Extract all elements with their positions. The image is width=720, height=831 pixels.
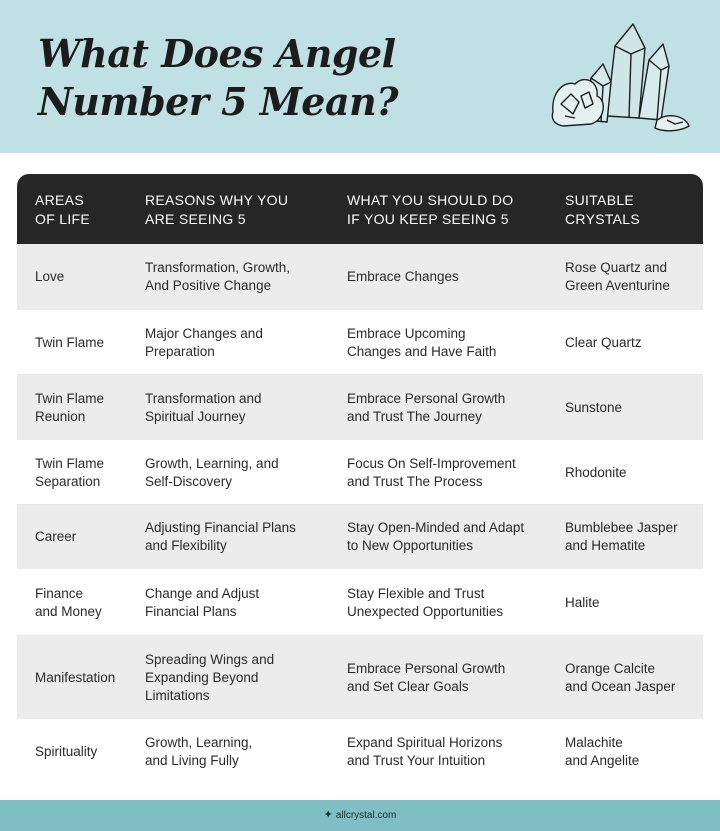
table-row bbox=[17, 441, 703, 505]
header-what-to-do: WHAT YOU SHOULD DO IF YOU KEEP SEEING 5 bbox=[347, 192, 514, 227]
cell-action: Embrace Personal Growth and Set Clear Goals bbox=[347, 660, 506, 694]
cell-area: Spirituality bbox=[35, 744, 98, 759]
cell-action: Embrace Changes bbox=[347, 269, 459, 284]
table-row bbox=[17, 720, 703, 784]
cell-crystal: Halite bbox=[565, 594, 600, 610]
cell-reason: Change and Adjust Financial Plans bbox=[145, 585, 260, 619]
footer-brand bbox=[0, 808, 720, 821]
cell-crystal: Bumblebee Jasper and Hematite bbox=[565, 520, 678, 553]
cell-area: Twin Flame Separation bbox=[35, 455, 105, 489]
table-header bbox=[17, 174, 703, 244]
cell-area: Manifestation bbox=[35, 669, 116, 685]
cell-reason: Spreading Wings and Expanding Beyond Limitations bbox=[145, 651, 275, 703]
cell-action: Embrace Personal Growth and Trust The Journey bbox=[347, 390, 506, 424]
cell-crystal: Malachite and Angelite bbox=[565, 735, 640, 768]
cell-reason: Growth, Learning, and Self-Discovery bbox=[145, 455, 279, 489]
cell-reason: Growth, Learning, and Living Fully bbox=[145, 735, 253, 768]
page-title: What Does Angel Number 5 Mean? bbox=[38, 31, 398, 124]
cell-area: Love bbox=[35, 269, 65, 284]
cell-action: Embrace Upcoming Changes and Have Faith bbox=[347, 325, 497, 359]
cell-reason: Transformation, Growth, And Positive Change bbox=[145, 260, 291, 293]
angel-number-table bbox=[17, 174, 703, 784]
cell-crystal: Sunstone bbox=[565, 399, 623, 415]
table-row bbox=[17, 244, 703, 311]
cell-reason: Major Changes and Preparation bbox=[145, 325, 263, 359]
sparkle-icon: ✦ bbox=[323, 809, 333, 821]
cell-crystal: Rhodonite bbox=[565, 464, 627, 480]
header-banner bbox=[0, 0, 720, 153]
crystal-cluster-icon bbox=[545, 16, 695, 134]
table-row bbox=[17, 570, 703, 636]
cell-area: Twin Flame Reunion bbox=[35, 390, 105, 424]
table-row bbox=[17, 375, 703, 441]
cell-crystal: Clear Quartz bbox=[565, 334, 642, 350]
cell-crystal: Orange Calcite and Ocean Jasper bbox=[565, 660, 676, 694]
header-crystals: SUITABLE CRYSTALS bbox=[565, 192, 641, 227]
cell-action: Stay Flexible and Trust Unexpected Opportunities bbox=[347, 585, 504, 619]
cell-action: Expand Spiritual Horizons and Trust Your Intuition bbox=[347, 735, 503, 768]
cell-action: Focus On Self-Improvement and Trust The Process bbox=[347, 455, 516, 489]
cell-area: Finance and Money bbox=[35, 585, 102, 619]
footer-bar bbox=[0, 800, 720, 831]
table-row bbox=[17, 505, 703, 570]
cell-area: Twin Flame bbox=[35, 334, 105, 350]
cell-action: Stay Open-Minded and Adapt to New Opportunities bbox=[347, 520, 525, 553]
cell-crystal: Rose Quartz and Green Aventurine bbox=[565, 260, 670, 293]
footer-brand-text: allcrystal.com bbox=[335, 810, 397, 821]
cell-area: Career bbox=[35, 529, 77, 544]
cell-reason: Adjusting Financial Plans and Flexibility bbox=[145, 520, 296, 553]
table-row bbox=[17, 636, 703, 720]
header-reasons: REASONS WHY YOU ARE SEEING 5 bbox=[145, 192, 289, 227]
table-row bbox=[17, 311, 703, 375]
header-areas-of-life: AREAS OF LIFE bbox=[35, 192, 90, 227]
cell-reason: Transformation and Spiritual Journey bbox=[145, 390, 262, 424]
